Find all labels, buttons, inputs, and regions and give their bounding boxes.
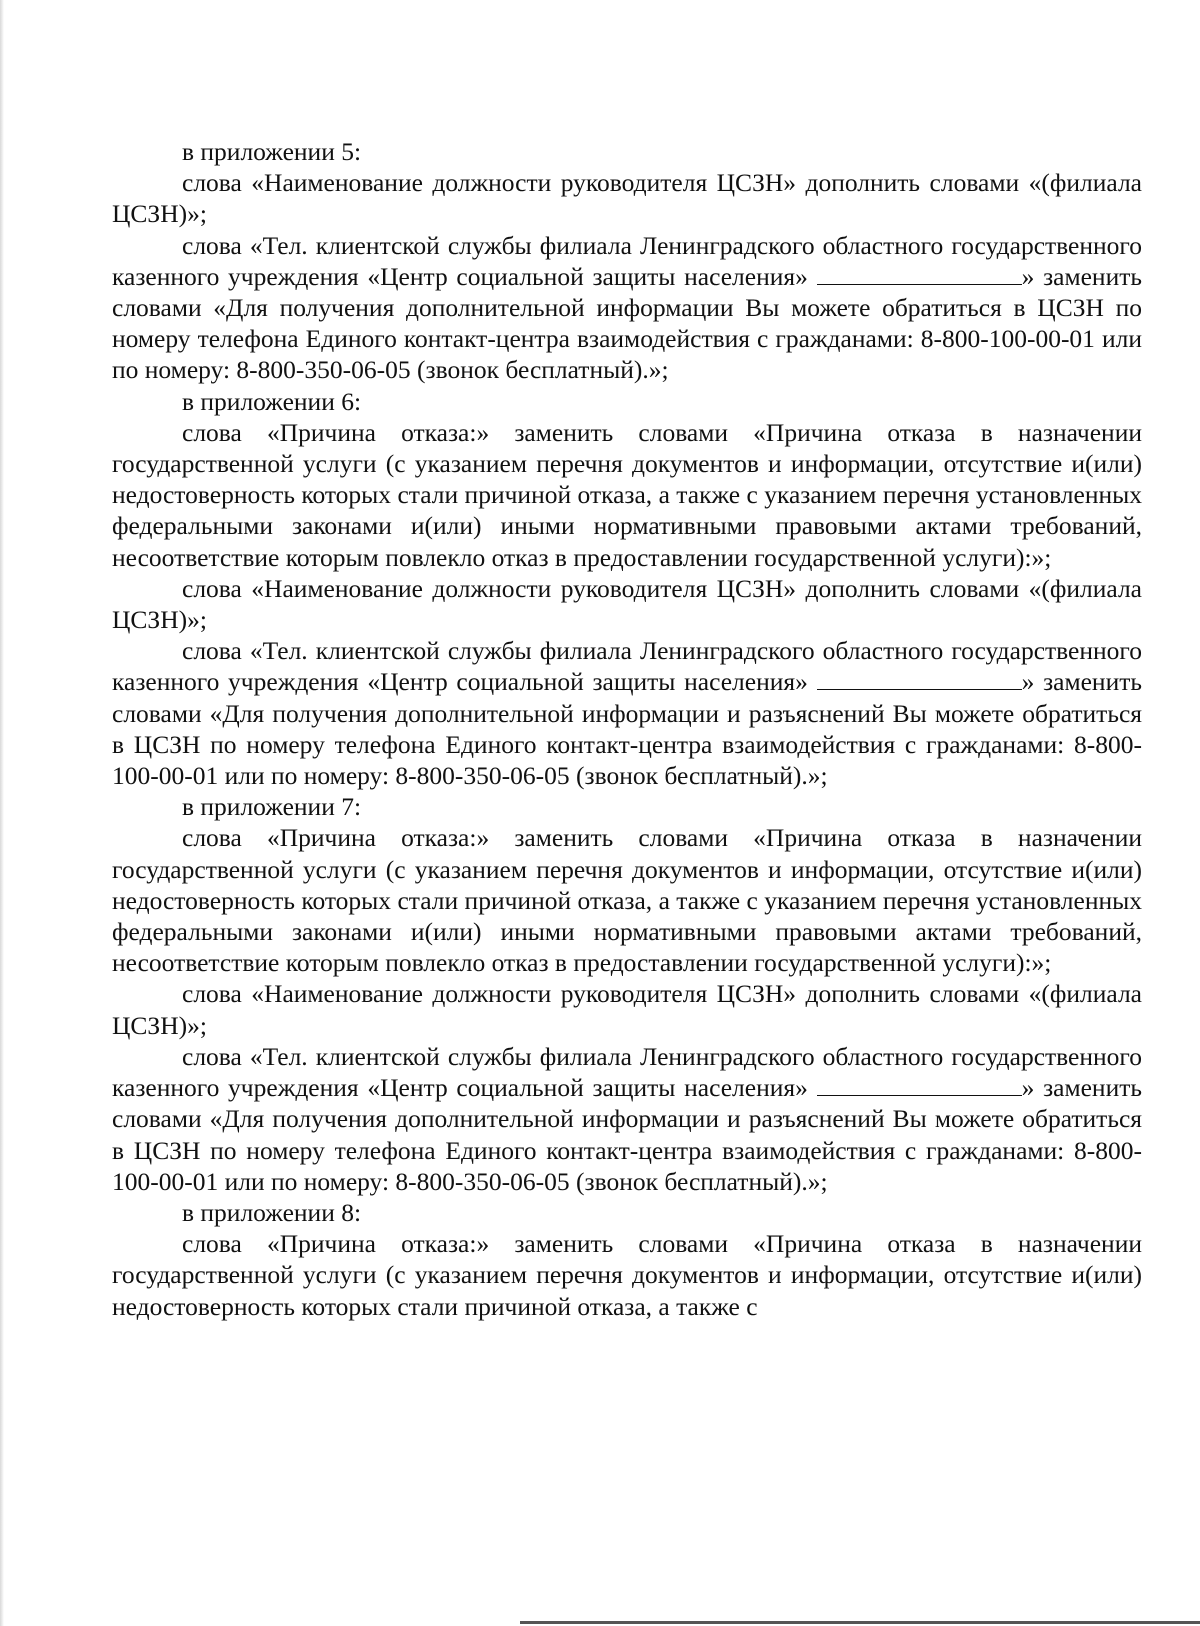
blank-underline: [817, 264, 1022, 285]
paragraph-text: слова «Причина отказа:» заменить словами «Причина отказа в назначении государственной услуги (с указанием перечня документов и информации, отсутствие и(или) недостоверность которых стали причиной отказа, а также с: [112, 1229, 1142, 1321]
blank-underline: [817, 669, 1022, 690]
paragraph-text: слова «Тел. клиентской службы филиала Ленинградского областного государственного казенного учреждения «Центр социальной защиты населения» » заменить словами «Для получения дополнительной информации и разъяснений Вы можете обратиться в ЦСЗН по номеру телефона Единого контакт-центра взаимодействия с гражданами: 8-800-100-00-01 или по номеру: 8-800-350-06-05 (звонок бесплатный).»;: [112, 636, 1143, 791]
scan-left-edge: [0, 0, 4, 1626]
paragraph-text: слова «Тел. клиентской службы филиала Ленинградского областного государственного казенного учреждения «Центр социальной защиты населения» » заменить словами «Для получения дополнительной информации Вы можете обратиться в ЦСЗН по номеру телефона Единого контакт-центра взаимодействия с гражданами: 8-800-100-00-01 или по номеру: 8-800-350-06-05 (звонок бесплатный).»;: [112, 230, 1143, 385]
paragraph-text: слова «Наименование должности руководителя ЦСЗН» дополнить словами «(филиала ЦСЗН)»;: [112, 573, 1142, 635]
paragraph-appendix-8-heading: в приложении 8:: [182, 1197, 362, 1227]
paragraph-text: слова «Тел. клиентской службы филиала Ленинградского областного государственного казенного учреждения «Центр социальной защиты населения» » заменить словами «Для получения дополнительной информации и разъяснений Вы можете обратиться в ЦСЗН по номеру телефона Единого контакт-центра взаимодействия с гражданами: 8-800-100-00-01 или по номеру: 8-800-350-06-05 (звонок бесплатный).»;: [112, 1041, 1143, 1196]
paragraph-appendix-7-heading: в приложении 7:: [182, 792, 362, 822]
paragraph-text: слова «Причина отказа:» заменить словами «Причина отказа в назначении государственной услуги (с указанием перечня документов и информации, отсутствие и(или) недостоверность которых стали причиной отказа, а также с указанием перечня установленных федеральными законами и(или) иными нормативными правовыми актами требований, несоответствие которым повлекло отказ в предоставлении государственной услуги):»;: [112, 823, 1142, 978]
paragraph-appendix-6-heading: в приложении 6:: [182, 386, 362, 416]
document-body: [112, 136, 1142, 1322]
paragraph-text: слова «Причина отказа:» заменить словами «Причина отказа в назначении государственной услуги (с указанием перечня документов и информации, отсутствие и(или) недостоверность которых стали причиной отказа, а также с указанием перечня установленных федеральными законами и(или) иными нормативными правовыми актами требований, несоответствие которым повлекло отказ в предоставлении государственной услуги):»;: [112, 417, 1142, 572]
paragraph-text: слова «Наименование должности руководителя ЦСЗН» дополнить словами «(филиала ЦСЗН)»;: [112, 979, 1142, 1040]
paragraph-appendix-5-heading: в приложении 5:: [182, 137, 362, 166]
scan-bottom-edge: [520, 1621, 1200, 1624]
paragraph-text: слова «Наименование должности руководителя ЦСЗН» дополнить словами «(филиала ЦСЗН)»;: [112, 168, 1142, 229]
blank-underline: [817, 1075, 1022, 1096]
